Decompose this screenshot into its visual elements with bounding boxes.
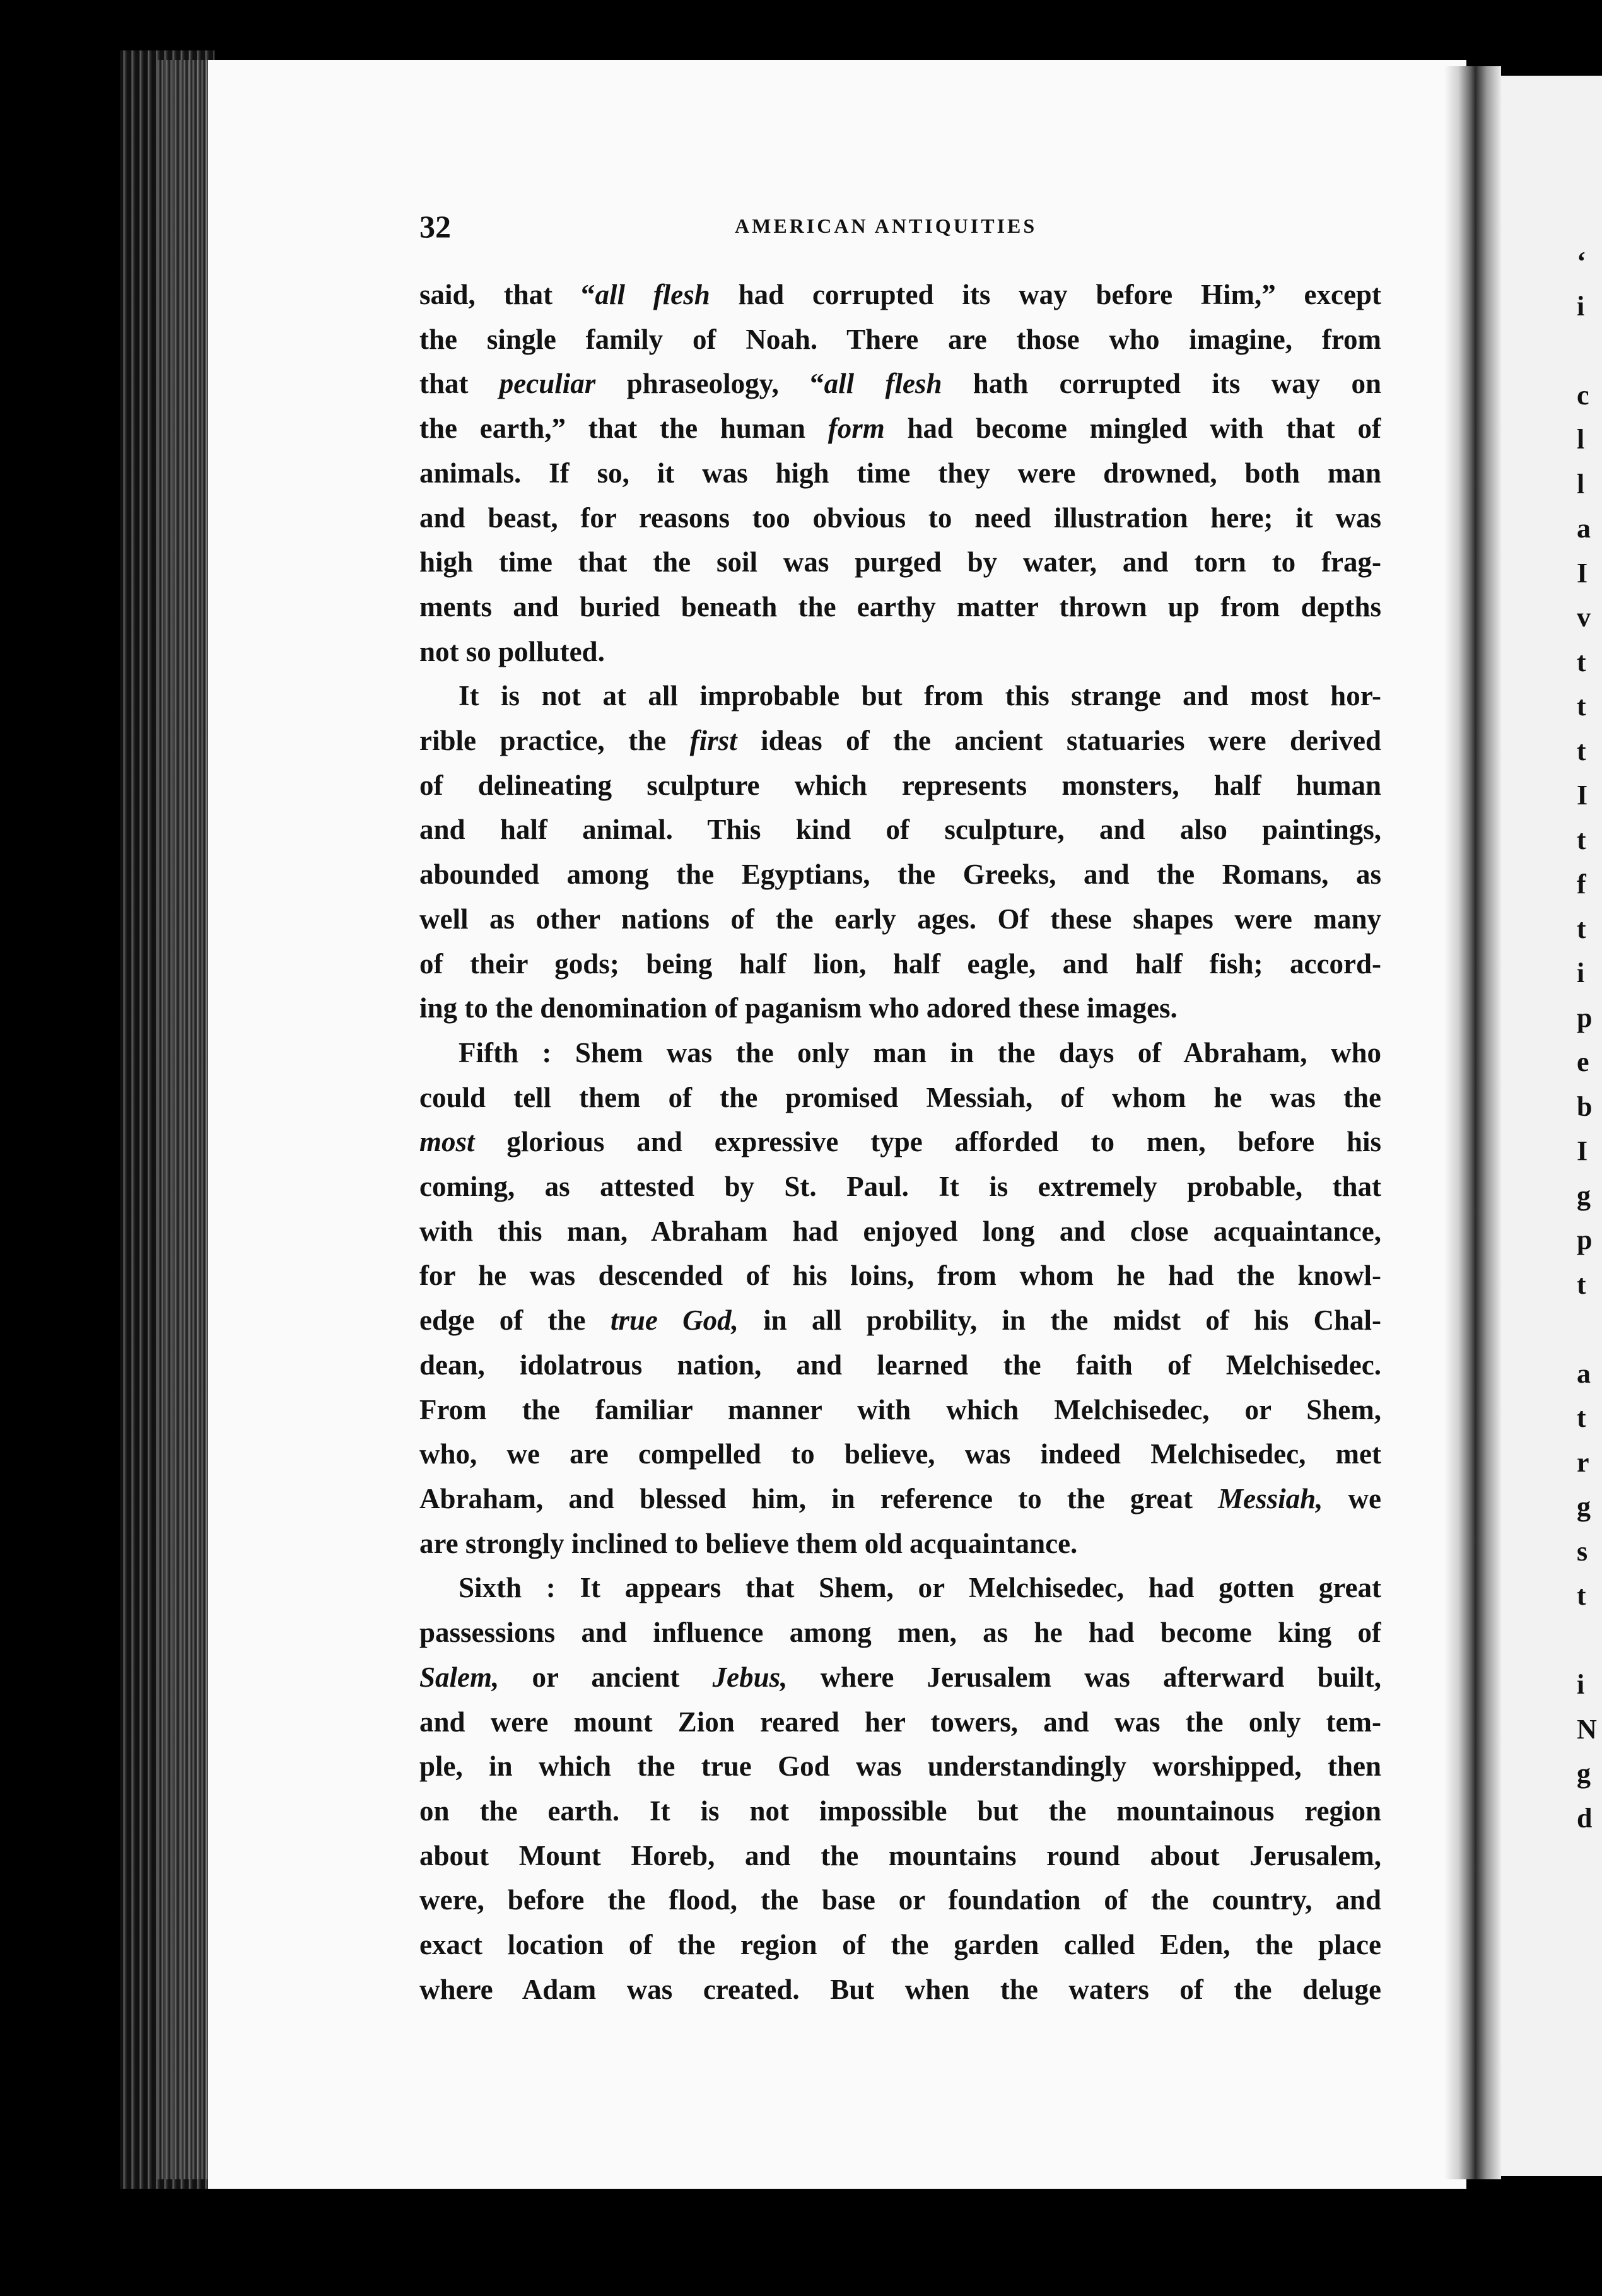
text-line <box>419 361 1381 406</box>
adjacent-letter: N <box>1577 1713 1597 1745</box>
paragraph-2 <box>419 674 1381 1031</box>
text-line <box>419 1878 1381 1923</box>
italic-text: Messiah, <box>1218 1482 1323 1514</box>
text-line <box>419 1253 1381 1298</box>
text-run: Abraham, and blessed him, in reference to the great <box>419 1482 1219 1514</box>
paragraph-4 <box>419 1566 1381 2012</box>
text-line <box>419 1343 1381 1388</box>
adjacent-letter: f <box>1577 869 1586 899</box>
adjacent-letter: d <box>1577 1802 1593 1834</box>
text-run: where Adam was created. But when the waters of the deluge <box>419 1973 1381 2005</box>
text-run: and beast, for reasons too obvious to need illustration here; it was <box>419 501 1381 534</box>
adjacent-letter: l <box>1577 424 1585 455</box>
text-line <box>419 986 1381 1031</box>
adjacent-letter: t <box>1577 691 1586 722</box>
text-line <box>419 1834 1381 1878</box>
text-run: about Mount Horeb, and the mountains round about Jerusalem, <box>419 1839 1381 1871</box>
italic-text: true God, <box>610 1304 739 1337</box>
text-line <box>419 763 1381 808</box>
text-line <box>419 897 1381 942</box>
adjacent-letter: p <box>1577 1002 1593 1033</box>
adjacent-letter: ‘ <box>1577 246 1586 277</box>
text-run: said, that “ <box>419 279 595 310</box>
adjacent-letter: t <box>1577 1268 1586 1300</box>
text-line <box>419 1209 1381 1254</box>
text-run: From the familiar manner with which Melchisedec, or Shem, <box>419 1393 1381 1426</box>
adjacent-letter: i <box>1577 1669 1585 1700</box>
adjacent-letter: c <box>1577 379 1589 411</box>
text-line <box>419 1610 1381 1655</box>
italic-text: first <box>689 725 737 757</box>
text-line <box>419 1521 1381 1566</box>
text-line <box>419 1120 1381 1164</box>
text-line <box>419 540 1381 585</box>
adjacent-letter <box>1577 1619 1602 1663</box>
text-line <box>419 406 1381 451</box>
text-line <box>419 585 1381 630</box>
book-gutter <box>1444 66 1501 2179</box>
adjacent-letter: t <box>1577 913 1586 944</box>
text-line <box>419 451 1381 496</box>
adjacent-letter: t <box>1577 824 1586 855</box>
text-run: were, before the flood, the base or foundation of the country, and <box>419 1884 1381 1916</box>
text-run: animals. If so, it was high time they were drowned, both man <box>419 457 1381 489</box>
text-line <box>419 1967 1381 2012</box>
text-line <box>419 674 1381 718</box>
adjacent-letter: a <box>1577 1357 1591 1389</box>
text-run: ing to the denomination of paganism who adored these images. <box>419 992 1178 1024</box>
text-run: and half animal. This kind of sculpture, and also paintings, <box>419 814 1381 846</box>
text-line <box>419 1164 1381 1209</box>
italic-text: form <box>827 413 885 445</box>
text-line <box>419 942 1381 987</box>
text-run: who, we are compelled to believe, was indeed Melchisedec, met <box>419 1438 1381 1470</box>
running-title: AMERICAN ANTIQUITIES <box>735 214 1038 237</box>
text-line <box>419 718 1381 763</box>
text-run: Fifth : Shem was the only man in the days of Abraham, who <box>459 1036 1381 1069</box>
italic-text: all flesh <box>824 368 942 400</box>
text-run: ple, in which the true God was understandingly worshipped, then <box>419 1750 1381 1783</box>
text-line <box>419 1700 1381 1745</box>
text-line <box>419 1923 1381 1967</box>
adjacent-letter <box>1577 1307 1602 1352</box>
text-run: in all probility, in the midst of his Chal- <box>738 1304 1381 1337</box>
page-header <box>419 208 1391 246</box>
adjacent-page-letters <box>1577 240 1602 1841</box>
text-run: edge of the <box>419 1304 611 1337</box>
text-line <box>419 1789 1381 1834</box>
paragraph-1 <box>419 272 1381 674</box>
text-run: of delineating sculpture which represents monsters, half human <box>419 769 1381 801</box>
text-run: had become mingled with that of <box>884 413 1381 445</box>
text-line <box>419 1432 1381 1477</box>
adjacent-letter: t <box>1577 1402 1586 1433</box>
text-line <box>419 1031 1381 1075</box>
text-run: could tell them of the promised Messiah, of whom he was the <box>419 1081 1381 1113</box>
text-run: ideas of the ancient statuaries were derived <box>737 725 1381 757</box>
text-line <box>419 1477 1381 1521</box>
text-run: are strongly inclined to believe them old acquaintance. <box>419 1527 1078 1559</box>
adjacent-letter: g <box>1577 1758 1591 1789</box>
adjacent-letter: p <box>1577 1224 1593 1255</box>
text-run: well as other nations of the early ages. Of these shapes were many <box>419 903 1381 935</box>
text-line <box>419 1075 1381 1120</box>
text-run: hath corrupted its way on <box>942 368 1381 400</box>
italic-text: most <box>419 1126 475 1158</box>
text-run: of their gods; being half lion, half eagle, and half fish; accord- <box>419 947 1381 980</box>
text-run: It is not at all improbable but from this strange and most hor- <box>459 680 1381 712</box>
text-run: not so polluted. <box>419 635 605 667</box>
text-run: passessions and influence among men, as he had become king of <box>419 1617 1381 1649</box>
text-run: rible practice, the <box>419 725 690 757</box>
text-run: we <box>1323 1482 1381 1514</box>
text-line <box>419 317 1381 362</box>
adjacent-letter: s <box>1577 1535 1588 1567</box>
italic-text: peculiar <box>499 368 596 400</box>
text-line <box>419 852 1381 897</box>
adjacent-letter: g <box>1577 1491 1591 1522</box>
text-line <box>419 807 1381 852</box>
text-run: exact location of the region of the garden called Eden, the place <box>419 1929 1381 1961</box>
text-line <box>419 1298 1381 1343</box>
text-run: had corrupted its way before Him,” except <box>710 279 1381 310</box>
body-text <box>419 272 1381 2012</box>
adjacent-letter: I <box>1577 1135 1588 1166</box>
text-run: on the earth. It is not impossible but the mountainous region <box>419 1795 1381 1827</box>
text-line <box>419 496 1381 541</box>
text-line <box>419 272 1381 317</box>
italic-text: Salem, <box>419 1661 500 1693</box>
text-run: coming, as attested by St. Paul. It is extremely probable, that <box>419 1171 1381 1203</box>
text-line <box>419 630 1381 674</box>
adjacent-letter: b <box>1577 1091 1593 1122</box>
page-block-edges-left-highlight <box>158 60 208 2179</box>
text-run: ments and buried beneath the earthy matter thrown up from depths <box>419 590 1381 623</box>
text-run: glorious and expressive type afforded to men, before his <box>474 1126 1381 1158</box>
text-run: with this man, Abraham had enjoyed long and close acquaintance, <box>419 1215 1381 1247</box>
adjacent-letter: v <box>1577 602 1591 633</box>
adjacent-letter: I <box>1577 780 1588 811</box>
text-run: for he was descended of his loins, from whom he had the knowl- <box>419 1260 1381 1292</box>
adjacent-letter: I <box>1577 557 1588 589</box>
text-run: where Jerusalem was afterward built, <box>787 1661 1381 1693</box>
text-run: high time that the soil was purged by water, and torn to frag- <box>419 546 1381 578</box>
adjacent-letter: t <box>1577 646 1586 677</box>
adjacent-letter: l <box>1577 468 1585 500</box>
paragraph-3 <box>419 1031 1381 1566</box>
page-number: 32 <box>419 209 451 244</box>
text-line <box>419 1655 1381 1700</box>
adjacent-letter <box>1577 329 1602 373</box>
adjacent-letter: t <box>1577 735 1586 766</box>
italic-text: Jebus, <box>712 1661 788 1693</box>
text-line <box>419 1388 1381 1432</box>
text-run: and were mount Zion reared her towers, and was the only tem- <box>419 1706 1381 1738</box>
adjacent-letter: a <box>1577 513 1591 544</box>
text-line <box>419 1566 1381 1610</box>
italic-text: all flesh <box>595 279 710 310</box>
text-line <box>419 1744 1381 1789</box>
text-run: or ancient <box>499 1661 713 1693</box>
text-run: that <box>419 368 500 400</box>
text-run: the earth,” that the human <box>419 413 828 445</box>
adjacent-letter: i <box>1577 958 1585 988</box>
text-run: phraseology, “ <box>595 368 824 400</box>
adjacent-letter: r <box>1577 1446 1589 1478</box>
text-run: dean, idolatrous nation, and learned the faith of Melchisedec. <box>419 1349 1381 1381</box>
adjacent-letter: g <box>1577 1180 1591 1211</box>
text-run: the single family of Noah. There are those who imagine, from <box>419 323 1381 355</box>
adjacent-letter: t <box>1577 1580 1586 1611</box>
text-run: Sixth : It appears that Shem, or Melchisedec, had gotten great <box>459 1572 1381 1604</box>
text-run: abounded among the Egyptians, the Greeks, and the Romans, as <box>419 858 1381 891</box>
adjacent-letter: e <box>1577 1046 1589 1077</box>
adjacent-letter: i <box>1577 290 1585 322</box>
